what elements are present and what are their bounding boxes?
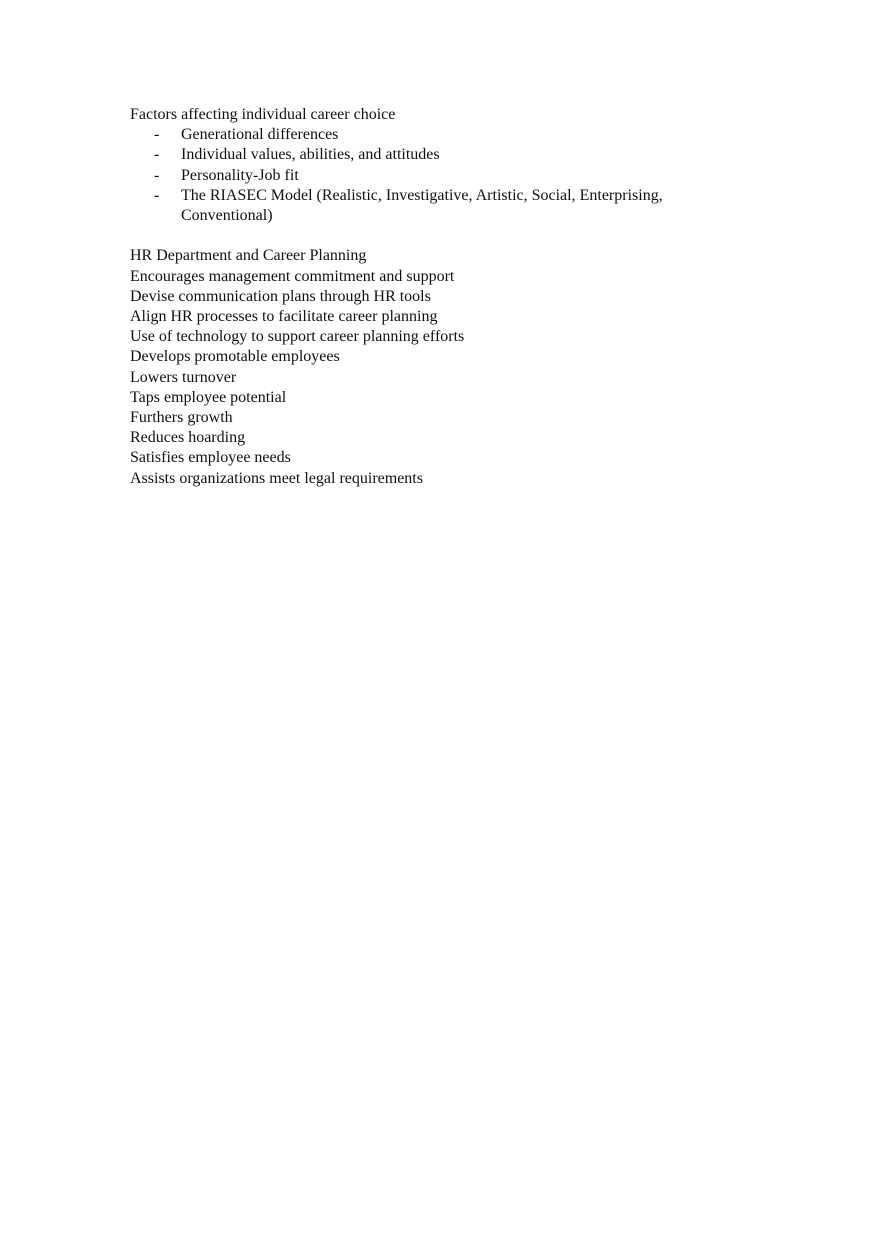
- list-item: [130, 145, 750, 165]
- text-line: Align HR processes to facilitate career planning: [130, 308, 438, 326]
- text-line: Develops promotable employees: [130, 348, 340, 366]
- text-line: Furthers growth: [130, 409, 233, 427]
- bullet-dash: -: [154, 166, 160, 184]
- list-item: [130, 125, 750, 145]
- list-item-text: Generational differences: [181, 126, 339, 144]
- text-line: Encourages management commitment and support: [130, 267, 455, 285]
- text-line: Reduces hoarding: [130, 429, 246, 447]
- list-item-text: The RIASEC Model (Realistic, Investigative, Artistic, Social, Enterprising, Conventional): [181, 186, 663, 225]
- text-line: Use of technology to support career planning efforts: [130, 328, 465, 346]
- bullet-dash: -: [154, 126, 160, 144]
- paragraph-spacer: [130, 226, 750, 246]
- list-item-text: Individual values, abilities, and attitudes: [181, 146, 440, 164]
- list-item-text: Personality-Job fit: [181, 166, 299, 184]
- document-body: [130, 105, 750, 489]
- text-line: Devise communication plans through HR tools: [130, 287, 431, 305]
- career-factors-list: [130, 125, 750, 226]
- section-heading-career-choice: Factors affecting individual career choice: [130, 106, 396, 123]
- section-heading-hr-career-planning: HR Department and Career Planning: [130, 247, 367, 265]
- list-item: [130, 166, 750, 186]
- text-line: Satisfies employee needs: [130, 449, 291, 467]
- text-line: Assists organizations meet legal requirements: [130, 469, 423, 487]
- list-item: [130, 186, 750, 226]
- bullet-dash: -: [154, 186, 160, 204]
- text-line: Taps employee potential: [130, 388, 287, 406]
- bullet-dash: -: [154, 146, 160, 164]
- text-line: Lowers turnover: [130, 368, 237, 386]
